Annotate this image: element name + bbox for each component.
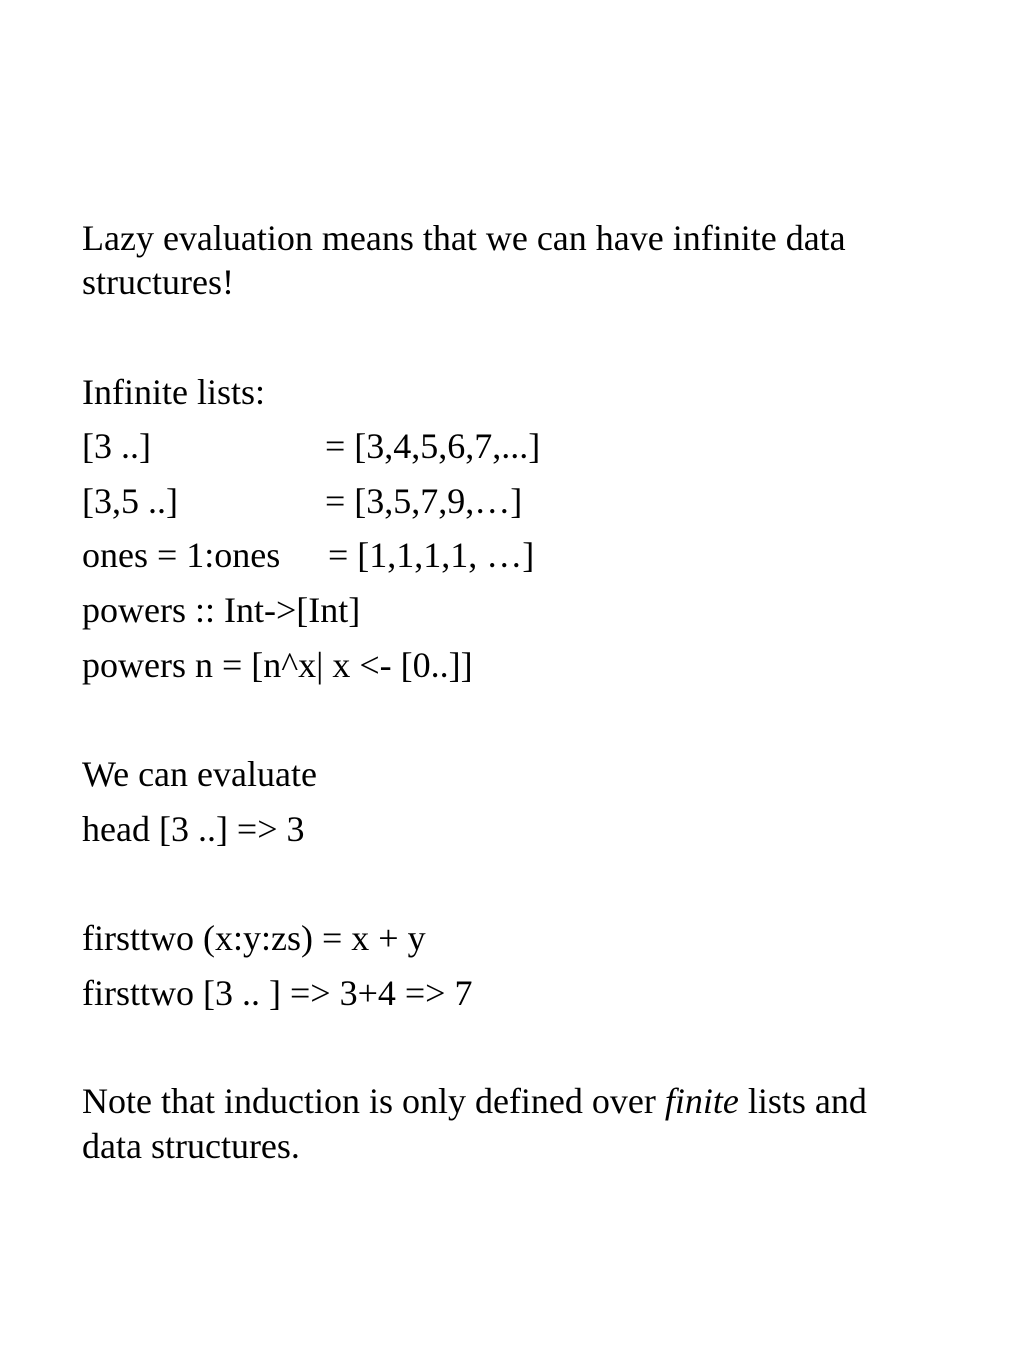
powers-definition: powers n = [n^x| x <- [0..]] — [82, 645, 473, 685]
list-expression: [3,5 ..] — [82, 481, 178, 521]
list-result: = [1,1,1,1, …] — [328, 535, 535, 575]
powers-signature: powers :: Int->[Int] — [82, 590, 361, 630]
note-emphasis: finite — [664, 1081, 739, 1121]
intro-line-2: structures! — [82, 262, 234, 302]
firsttwo-example: firsttwo [3 .. ] => 3+4 => 7 — [82, 973, 473, 1013]
infinite-lists-heading: Infinite lists: — [82, 372, 265, 412]
evaluate-heading: We can evaluate — [82, 754, 317, 794]
note-text-after: lists and — [738, 1081, 867, 1121]
list-expression: ones = 1:ones — [82, 535, 281, 575]
intro-line-1: Lazy evaluation means that we can have infinite data — [82, 218, 846, 258]
head-example: head [3 ..] => 3 — [82, 809, 305, 849]
list-result: = [3,5,7,9,…] — [325, 481, 523, 521]
note-text-before: Note that induction is only defined over — [82, 1081, 665, 1121]
list-expression: [3 ..] — [82, 426, 151, 466]
note-line-1 — [82, 1083, 867, 1119]
list-result: = [3,4,5,6,7,...] — [325, 426, 541, 466]
note-line-2: data structures. — [82, 1126, 300, 1166]
firsttwo-definition: firsttwo (x:y:zs) = x + y — [82, 918, 426, 958]
